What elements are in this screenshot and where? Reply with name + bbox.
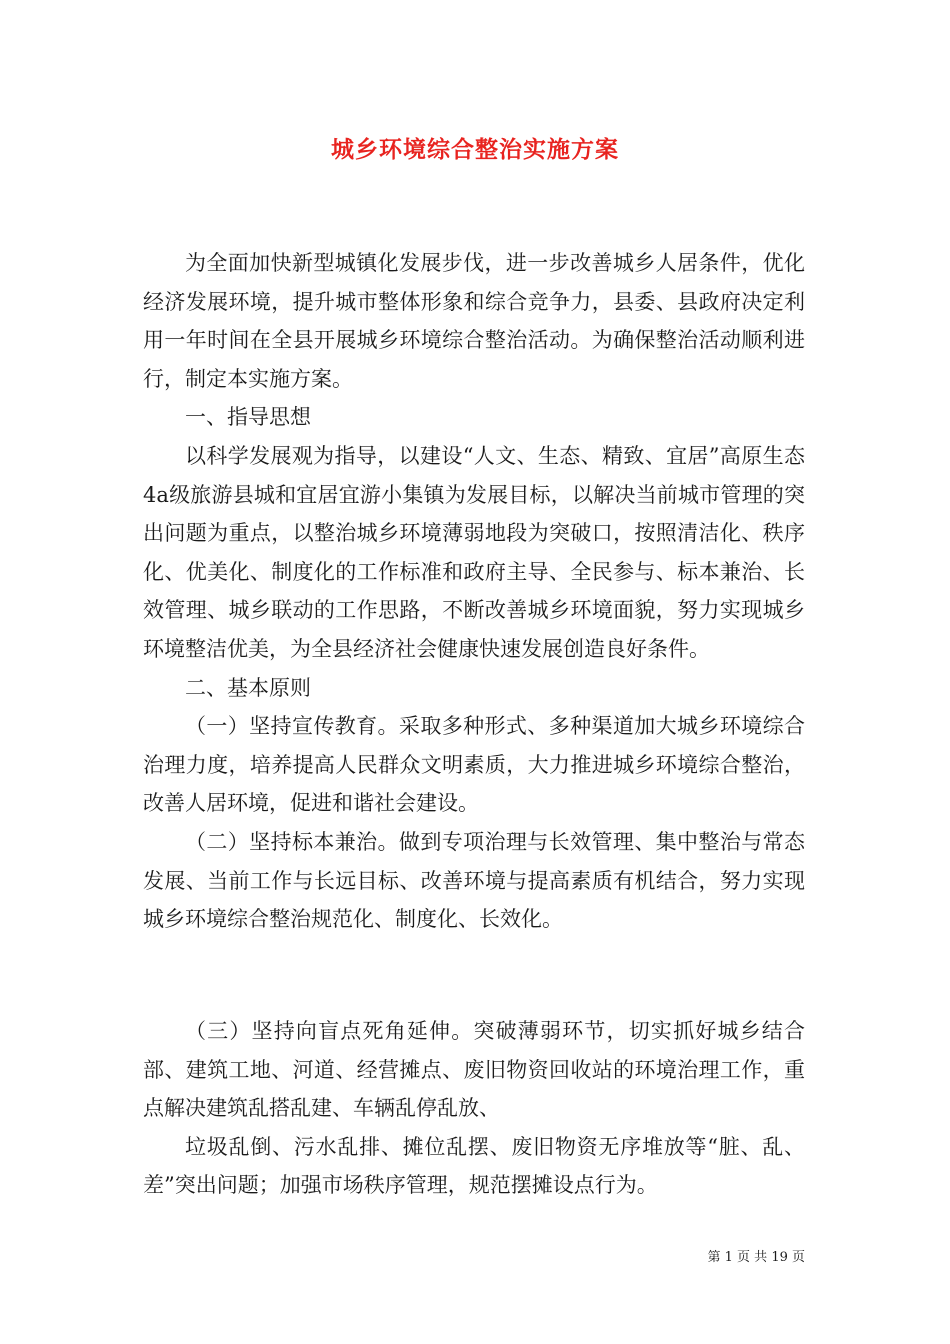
paragraph-principle-3-continued: 垃圾乱倒、污水乱排、摊位乱摆、废旧物资无序堆放等“脏、乱、差”突出问题；加强市场秩序管理，规范摆摊设点行为。 xyxy=(143,1134,805,1198)
body-text-upper xyxy=(143,244,805,939)
section-heading-basic-principles: 二、基本原则 xyxy=(185,675,311,700)
page-number-footer: 第 1 页 共 19 页 xyxy=(707,1250,805,1265)
section-heading-guiding-ideology: 一、指导思想 xyxy=(185,405,311,430)
paragraph-principle-3: （三）坚持向盲点死角延伸。突破薄弱环节，切实抓好城乡结合部、建筑工地、河道、经营摊点、废旧物资回收站的环境治理工作，重点解决建筑乱搭乱建、车辆乱停乱放、 xyxy=(143,1019,805,1121)
paragraph-intro: 为全面加快新型城镇化发展步伐，进一步改善城乡人居条件，优化经济发展环境，提升城市整体形象和综合竞争力，县委、县政府决定利用一年时间在全县开展城乡环境综合整治活动。为确保整治活动顺利进行，制定本实施方案。 xyxy=(143,251,805,391)
paragraph-principle-2: （二）坚持标本兼治。做到专项治理与长效管理、集中整治与常态发展、当前工作与长远目标、改善环境与提高素质有机结合，努力实现城乡环境综合整治规范化、制度化、长效化。 xyxy=(143,829,805,932)
paragraph-guiding-ideology: 以科学发展观为指导，以建设“人文、生态、精致、宜居”高原生态4a级旅游县城和宜居宜游小集镇为发展目标，以解决当前城市管理的突出问题为重点，以整治城乡环境薄弱地段为突破口，按照清洁化、秩序化、优美化、制度化的工作标准和政府主导、全民参与、标本兼治、长效管理、城乡联动的工作思路，不断改善城乡环境面貌，努力实现城乡环境整洁优美，为全县经济社会健康快速发展创造良好条件。 xyxy=(143,443,805,661)
paragraph-principle-1: （一）坚持宣传教育。采取多种形式、多种渠道加大城乡环境综合治理力度，培养提高人民群众文明素质，大力推进城乡环境综合整治，改善人居环境，促进和谐社会建设。 xyxy=(143,714,805,816)
body-text-lower xyxy=(143,1012,805,1205)
document-title: 城乡环境综合整治实施方案 xyxy=(331,136,619,163)
